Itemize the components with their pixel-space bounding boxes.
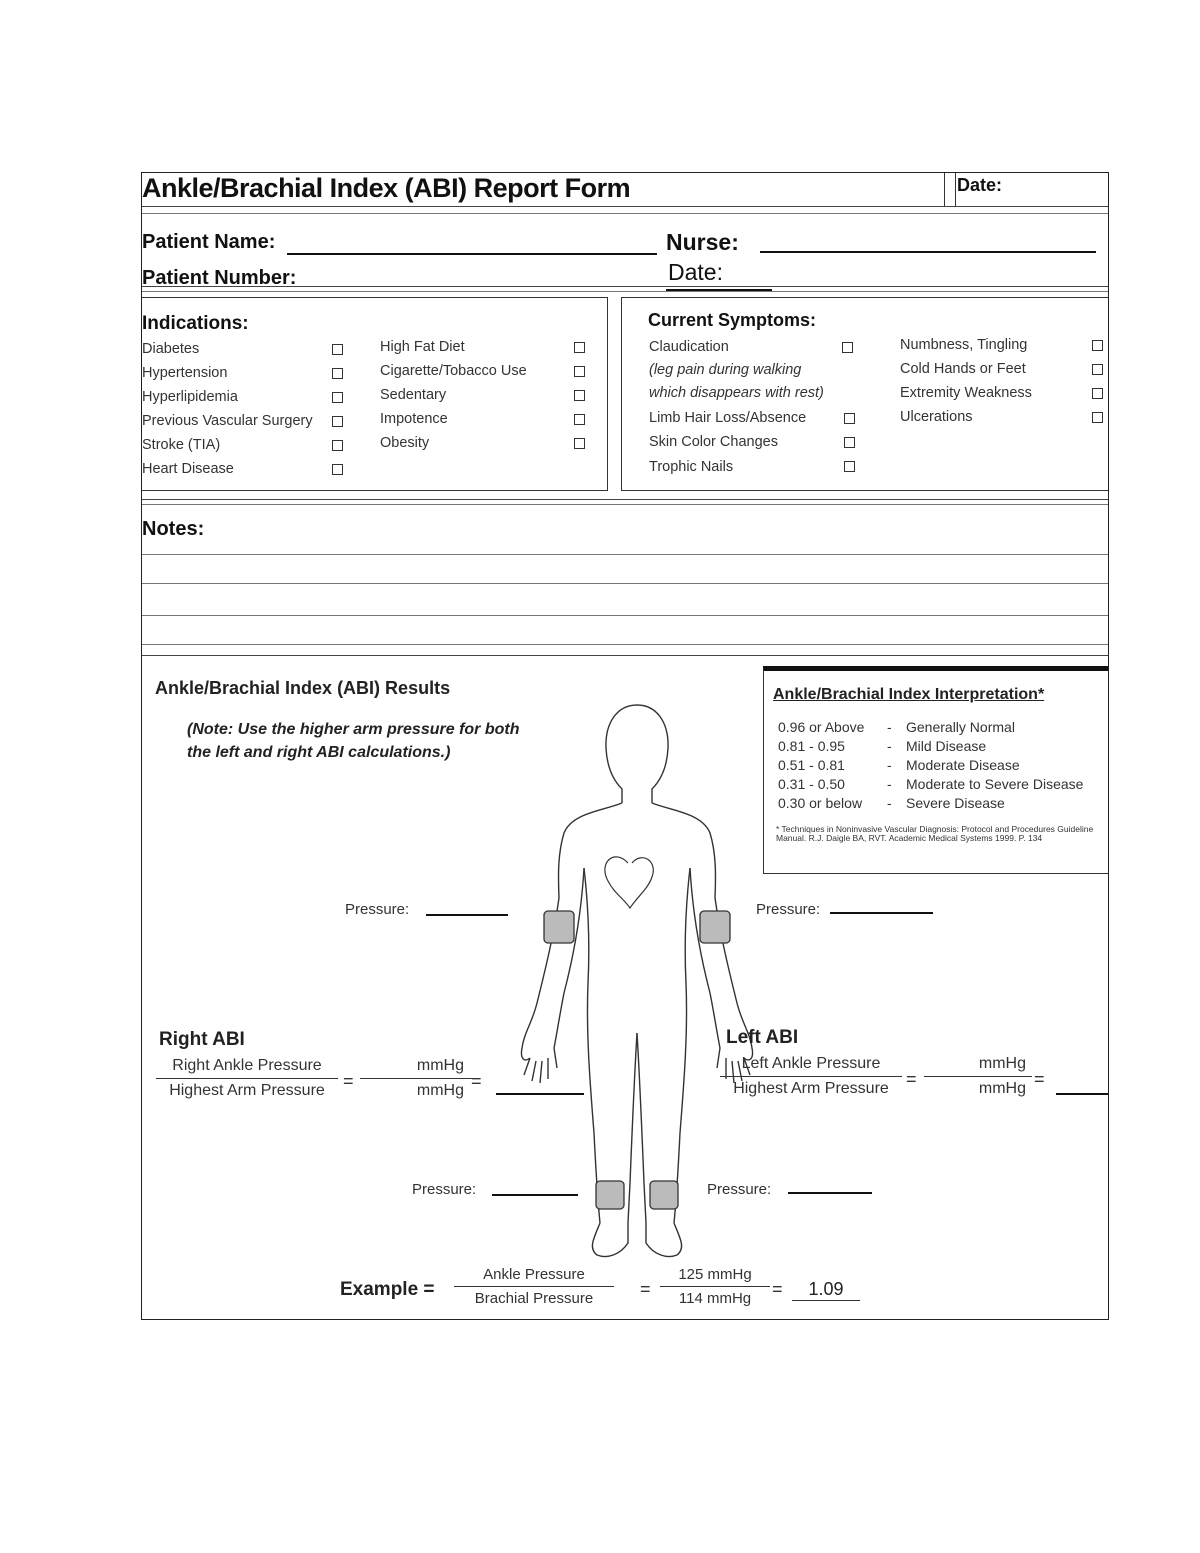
checkbox-stroke[interactable] bbox=[332, 440, 343, 451]
pressure-right-ankle-label: Pressure: bbox=[412, 1181, 477, 1198]
checkbox-obesity[interactable] bbox=[574, 438, 585, 449]
symptom-skin-color: Skin Color Changes bbox=[649, 434, 778, 450]
symptom-numbness: Numbness, Tingling bbox=[900, 337, 1028, 353]
indication-obesity: Obesity bbox=[380, 435, 430, 451]
symptom-ulcerations: Ulcerations bbox=[900, 409, 973, 425]
left-abi-equals-1: = bbox=[906, 1069, 917, 1089]
symptoms-heading: Current Symptoms: bbox=[648, 310, 817, 330]
rule bbox=[142, 291, 1108, 292]
symptom-limb-hair-loss: Limb Hair Loss/Absence bbox=[649, 410, 807, 426]
checkbox-numbness[interactable] bbox=[1092, 340, 1103, 351]
interp-meaning-5: Severe Disease bbox=[906, 795, 1005, 811]
interpretation-heading: Ankle/Brachial Index Interpretation* bbox=[773, 686, 1045, 703]
rule bbox=[142, 499, 1108, 500]
indication-heart-disease: Heart Disease bbox=[142, 461, 234, 477]
human-body-illustration bbox=[502, 703, 772, 1263]
checkbox-ulcerations[interactable] bbox=[1092, 412, 1103, 423]
example-value-den: 114 mmHg bbox=[678, 1290, 752, 1307]
checkbox-extremity-weakness[interactable] bbox=[1092, 388, 1103, 399]
indication-hyperlipidemia: Hyperlipidemia bbox=[142, 389, 238, 405]
left-abi-label-fraction bbox=[720, 1055, 902, 1098]
right-abi-equals-1: = bbox=[343, 1071, 354, 1091]
left-abi-unit-den: mmHg bbox=[978, 1080, 1026, 1097]
example-numerator: Ankle Pressure bbox=[483, 1266, 585, 1283]
fraction-bar bbox=[156, 1078, 338, 1079]
patient-name-label: Patient Name: bbox=[142, 231, 276, 253]
fraction-bar bbox=[720, 1076, 902, 1077]
right-abi-unit-den: mmHg bbox=[416, 1082, 464, 1099]
right-abi-label-fraction bbox=[156, 1057, 338, 1100]
checkbox-sedentary[interactable] bbox=[574, 390, 585, 401]
checkbox-hyperlipidemia[interactable] bbox=[332, 392, 343, 403]
fraction-bar bbox=[360, 1078, 472, 1079]
nurse-field[interactable] bbox=[760, 251, 1096, 253]
fraction-bar bbox=[660, 1286, 770, 1287]
symptom-claudication: Claudication bbox=[649, 339, 729, 355]
checkbox-heart-disease[interactable] bbox=[332, 464, 343, 475]
form-title: Ankle/Brachial Index (ABI) Report Form bbox=[142, 173, 631, 203]
interp-range-3: 0.51 - 0.81 bbox=[778, 757, 845, 773]
indication-hypertension: Hypertension bbox=[142, 365, 228, 381]
header-date-label: Date: bbox=[957, 175, 1003, 195]
checkbox-trophic-nails[interactable] bbox=[844, 461, 855, 472]
checkbox-cold-hands[interactable] bbox=[1092, 364, 1103, 375]
example-value-fraction bbox=[660, 1266, 770, 1307]
indication-impotence: Impotence bbox=[380, 411, 448, 427]
rule bbox=[142, 286, 1108, 287]
interp-range-4: 0.31 - 0.50 bbox=[778, 776, 845, 792]
notes-line-1[interactable] bbox=[142, 554, 1108, 555]
symptom-extremity-weakness: Extremity Weakness bbox=[900, 385, 1032, 401]
fraction-bar bbox=[924, 1076, 1032, 1077]
checkbox-limb-hair-loss[interactable] bbox=[844, 413, 855, 424]
checkbox-tobacco-use[interactable] bbox=[574, 366, 585, 377]
right-abi-unit-fraction bbox=[360, 1057, 472, 1100]
right-abi-heading: Right ABI bbox=[159, 1029, 245, 1050]
title-divider bbox=[944, 173, 956, 207]
results-note-line-1: (Note: Use the higher arm pressure for both bbox=[187, 721, 520, 738]
interp-range-2: 0.81 - 0.95 bbox=[778, 738, 845, 754]
checkbox-previous-vascular-surgery[interactable] bbox=[332, 416, 343, 427]
interp-meaning-2: Mild Disease bbox=[906, 738, 987, 754]
left-abi-unit-num: mmHg bbox=[978, 1055, 1026, 1072]
right-abi-denominator: Highest Arm Pressure bbox=[169, 1082, 325, 1099]
abi-report-form bbox=[141, 172, 1109, 1320]
left-abi-result-field[interactable] bbox=[1056, 1093, 1109, 1095]
interp-dash-5: - bbox=[887, 795, 892, 811]
left-abi-equals-2: = bbox=[1034, 1069, 1045, 1089]
rule bbox=[142, 206, 1108, 207]
pressure-left-arm-field[interactable] bbox=[830, 912, 933, 914]
claudication-note-2: which disappears with rest) bbox=[649, 385, 824, 401]
checkbox-diabetes[interactable] bbox=[332, 344, 343, 355]
example-value-num: 125 mmHg bbox=[678, 1266, 752, 1283]
indication-tobacco-use: Cigarette/Tobacco Use bbox=[380, 363, 527, 379]
example-equals-2: = bbox=[772, 1279, 783, 1299]
pressure-right-ankle-field[interactable] bbox=[492, 1194, 578, 1196]
notes-label: Notes: bbox=[142, 518, 205, 540]
visit-date-label: Date: bbox=[668, 259, 723, 285]
checkbox-skin-color[interactable] bbox=[844, 437, 855, 448]
right-abi-numerator: Right Ankle Pressure bbox=[172, 1057, 322, 1074]
indications-heading: Indications: bbox=[142, 313, 249, 334]
checkbox-impotence[interactable] bbox=[574, 414, 585, 425]
rule bbox=[142, 213, 1108, 214]
patient-number-label: Patient Number: bbox=[142, 267, 297, 289]
interp-meaning-4: Moderate to Severe Disease bbox=[906, 776, 1084, 792]
checkbox-claudication[interactable] bbox=[842, 342, 853, 353]
left-abi-unit-fraction bbox=[924, 1055, 1032, 1098]
pressure-right-arm-field[interactable] bbox=[426, 914, 508, 916]
left-abi-numerator: Left Ankle Pressure bbox=[741, 1055, 881, 1072]
indication-sedentary: Sedentary bbox=[380, 387, 447, 403]
pressure-left-ankle-label: Pressure: bbox=[707, 1181, 772, 1198]
rule bbox=[142, 655, 1108, 656]
indication-diabetes: Diabetes bbox=[142, 341, 200, 357]
right-abi-equals-2: = bbox=[471, 1071, 482, 1091]
interp-dash-1: - bbox=[887, 719, 892, 735]
indication-stroke: Stroke (TIA) bbox=[142, 437, 221, 453]
notes-line-3[interactable] bbox=[142, 615, 1108, 616]
interp-meaning-3: Moderate Disease bbox=[906, 757, 1020, 773]
left-abi-heading: Left ABI bbox=[726, 1027, 799, 1048]
interp-dash-4: - bbox=[887, 776, 892, 792]
interpretation-footnote: * Techniques in Noninvasive Vascular Diagnosis: Protocol and Procedures Guideline Manual. R.J. Daigle BA, RVT. Academic Medical Systems 1999. P. 134 bbox=[776, 824, 1094, 843]
interp-meaning-1: Generally Normal bbox=[906, 719, 1015, 735]
notes-line-4[interactable] bbox=[142, 644, 1108, 645]
nurse-label: Nurse: bbox=[666, 229, 739, 255]
right-abi-result-field[interactable] bbox=[496, 1093, 584, 1095]
example-result: 1.09 bbox=[792, 1279, 860, 1301]
indication-high-fat-diet: High Fat Diet bbox=[380, 339, 465, 355]
symptom-trophic-nails: Trophic Nails bbox=[649, 459, 734, 475]
example-equals-1: = bbox=[640, 1279, 651, 1299]
right-abi-unit-num: mmHg bbox=[416, 1057, 464, 1074]
results-note-line-2: the left and right ABI calculations.) bbox=[187, 744, 451, 761]
patient-name-field[interactable] bbox=[287, 253, 657, 255]
pressure-left-ankle-field[interactable] bbox=[788, 1192, 872, 1194]
left-abi-denominator: Highest Arm Pressure bbox=[733, 1080, 889, 1097]
fraction-bar bbox=[454, 1286, 614, 1287]
indication-previous-vascular-surgery: Previous Vascular Surgery bbox=[142, 413, 313, 429]
claudication-note-1: (leg pain during walking bbox=[649, 362, 802, 378]
interp-dash-3: - bbox=[887, 757, 892, 773]
pressure-left-arm-label: Pressure: bbox=[756, 901, 821, 918]
checkbox-hypertension[interactable] bbox=[332, 368, 343, 379]
example-label: Example = bbox=[340, 1279, 435, 1300]
symptom-cold-hands: Cold Hands or Feet bbox=[900, 361, 1026, 377]
example-label-fraction bbox=[454, 1266, 614, 1307]
pressure-right-arm-label: Pressure: bbox=[345, 901, 410, 918]
checkbox-high-fat-diet[interactable] bbox=[574, 342, 585, 353]
interp-dash-2: - bbox=[887, 738, 892, 754]
example-denominator: Brachial Pressure bbox=[474, 1290, 594, 1307]
rule bbox=[142, 504, 1108, 505]
interp-range-5: 0.30 or below bbox=[778, 795, 863, 811]
results-heading: Ankle/Brachial Index (ABI) Results bbox=[155, 678, 451, 698]
interp-range-1: 0.96 or Above bbox=[778, 719, 865, 735]
notes-line-2[interactable] bbox=[142, 583, 1108, 584]
